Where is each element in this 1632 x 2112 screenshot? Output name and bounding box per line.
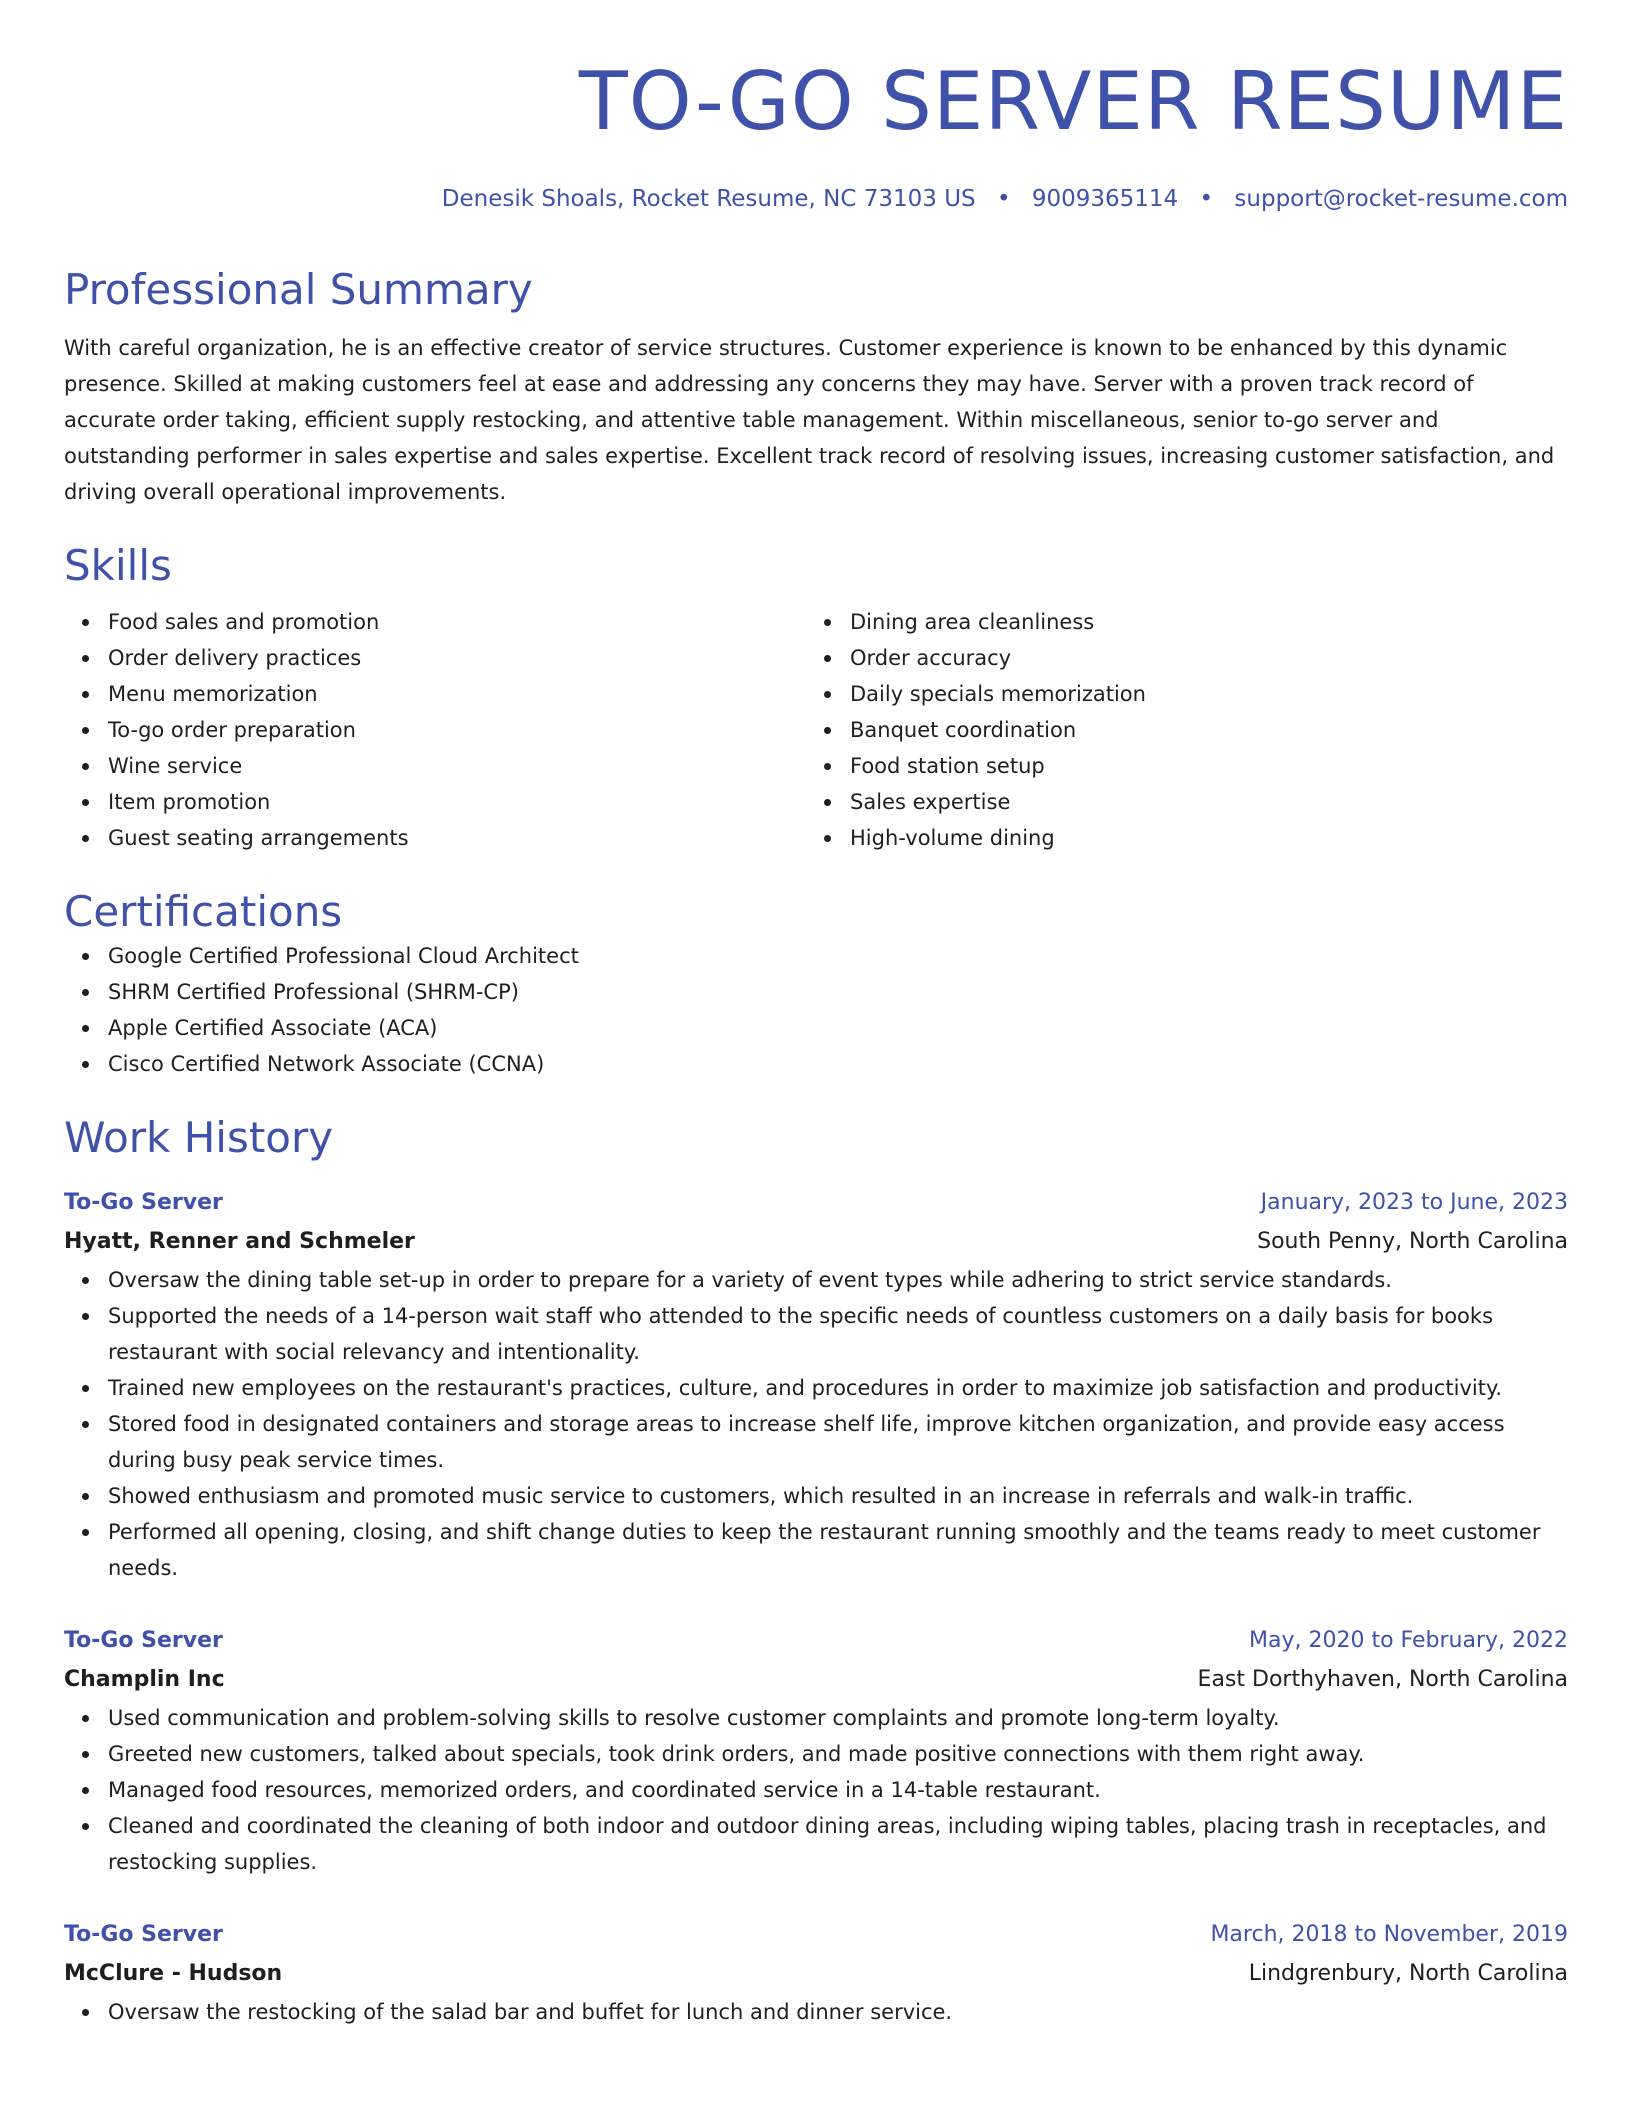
skills-column-left bbox=[64, 604, 806, 856]
job-entry bbox=[64, 1916, 1568, 2030]
job-duty: Performed all opening, closing, and shift change duties to keep the restaurant running smoothly and the teams ready to meet customer needs. bbox=[108, 1514, 1568, 1586]
contact-line bbox=[64, 184, 1568, 214]
job-duty: Stored food in designated containers and storage areas to increase shelf life, improve kitchen organization, and provide easy access during busy peak service times. bbox=[108, 1406, 1568, 1478]
skills-heading: Skills bbox=[64, 541, 172, 590]
skills-column-right bbox=[806, 604, 1548, 856]
certifications-heading: Certifications bbox=[64, 887, 343, 936]
skill-item: Daily specials memorization bbox=[850, 676, 1548, 712]
certification-item: SHRM Certified Professional (SHRM-CP) bbox=[108, 974, 1568, 1010]
skill-item: Order delivery practices bbox=[108, 640, 806, 676]
skills-grid bbox=[64, 604, 1568, 856]
job-duty: Trained new employees on the restaurant's practices, culture, and procedures in order to maximize job satisfaction and productivity. bbox=[108, 1370, 1568, 1406]
job-employer-row bbox=[64, 1222, 1568, 1262]
job-duties-list bbox=[64, 1700, 1568, 1880]
job-duty: Oversaw the dining table set-up in order to prepare for a variety of event types while adhering to strict service standards. bbox=[108, 1262, 1568, 1298]
skill-item: To-go order preparation bbox=[108, 712, 806, 748]
contact-email[interactable]: support@rocket-resume.com bbox=[1234, 186, 1568, 212]
job-duties-list bbox=[64, 1262, 1568, 1586]
job-company: Champlin Inc bbox=[64, 1667, 225, 1692]
job-dates: January, 2023 to June, 2023 bbox=[1260, 1190, 1568, 1215]
job-entry bbox=[64, 1622, 1568, 1880]
job-duty: Showed enthusiasm and promoted music service to customers, which resulted in an increase in referrals and walk-in traffic. bbox=[108, 1478, 1568, 1514]
job-dates: May, 2020 to February, 2022 bbox=[1249, 1628, 1568, 1653]
job-employer-row bbox=[64, 1660, 1568, 1700]
job-location: South Penny, North Carolina bbox=[1257, 1229, 1568, 1254]
certification-item: Google Certified Professional Cloud Architect bbox=[108, 938, 1568, 974]
skills-list-right bbox=[806, 604, 1548, 856]
job-duties-list bbox=[64, 1994, 1568, 2030]
work-history-heading: Work History bbox=[64, 1113, 334, 1162]
skill-item: Food sales and promotion bbox=[108, 604, 806, 640]
job-header-row bbox=[64, 1184, 1568, 1222]
skill-item: Item promotion bbox=[108, 784, 806, 820]
job-company: Hyatt, Renner and Schmeler bbox=[64, 1229, 415, 1254]
skill-item: Wine service bbox=[108, 748, 806, 784]
contact-separator: • bbox=[1199, 186, 1214, 212]
summary-heading: Professional Summary bbox=[64, 265, 533, 314]
job-company: McClure - Hudson bbox=[64, 1961, 283, 1986]
job-location: Lindgrenbury, North Carolina bbox=[1248, 1961, 1568, 1986]
certifications-list bbox=[64, 938, 1568, 1082]
skill-item: Banquet coordination bbox=[850, 712, 1548, 748]
job-duty: Used communication and problem-solving skills to resolve customer complaints and promote long-term loyalty. bbox=[108, 1700, 1568, 1736]
skill-item: Sales expertise bbox=[850, 784, 1548, 820]
job-dates: March, 2018 to November, 2019 bbox=[1210, 1922, 1568, 1947]
skills-list-left bbox=[64, 604, 806, 856]
job-header-row bbox=[64, 1916, 1568, 1954]
resume-title: TO-GO SERVER RESUME bbox=[578, 55, 1568, 148]
job-duty: Cleaned and coordinated the cleaning of both indoor and outdoor dining areas, including wiping tables, placing trash in receptacles, and restocking supplies. bbox=[108, 1808, 1568, 1880]
job-entry bbox=[64, 1184, 1568, 1586]
job-title: To-Go Server bbox=[64, 1190, 223, 1215]
job-duty: Supported the needs of a 14-person wait staff who attended to the specific needs of countless customers on a daily basis for books restaurant with social relevancy and intentionality. bbox=[108, 1298, 1568, 1370]
job-employer-row bbox=[64, 1954, 1568, 1994]
job-header-row bbox=[64, 1622, 1568, 1660]
summary-text: With careful organization, he is an effective creator of service structures. Customer experience is known to be enhanced by this dynamic presence. Skilled at making customers feel at ease and addressing any concerns they may have. Server with a proven track record of accurate order taking, efficient supply restocking, and attentive table management. Within miscellaneous, senior to-go server and outstanding performer in sales expertise and sales expertise. Excellent track record of resolving issues, increasing customer satisfaction, and driving overall operational improvements. bbox=[64, 336, 1555, 504]
contact-address: Denesik Shoals, Rocket Resume, NC 73103 US bbox=[441, 186, 976, 212]
job-duty: Managed food resources, memorized orders, and coordinated service in a 14-table restaurant. bbox=[108, 1772, 1568, 1808]
skill-item: Food station setup bbox=[850, 748, 1548, 784]
job-duty: Oversaw the restocking of the salad bar and buffet for lunch and dinner service. bbox=[108, 1994, 1568, 2030]
job-location: East Dorthyhaven, North Carolina bbox=[1197, 1667, 1568, 1692]
job-duty: Greeted new customers, talked about specials, took drink orders, and made positive connections with them right away. bbox=[108, 1736, 1568, 1772]
skill-item: High-volume dining bbox=[850, 820, 1548, 856]
skill-item: Menu memorization bbox=[108, 676, 806, 712]
skill-item: Order accuracy bbox=[850, 640, 1548, 676]
certification-item: Cisco Certified Network Associate (CCNA) bbox=[108, 1046, 1568, 1082]
skill-item: Dining area cleanliness bbox=[850, 604, 1548, 640]
job-title: To-Go Server bbox=[64, 1628, 223, 1653]
contact-phone: 9009365114 bbox=[1031, 186, 1179, 212]
certification-item: Apple Certified Associate (ACA) bbox=[108, 1010, 1568, 1046]
job-title: To-Go Server bbox=[64, 1922, 223, 1947]
skill-item: Guest seating arrangements bbox=[108, 820, 806, 856]
contact-separator: • bbox=[996, 186, 1011, 212]
